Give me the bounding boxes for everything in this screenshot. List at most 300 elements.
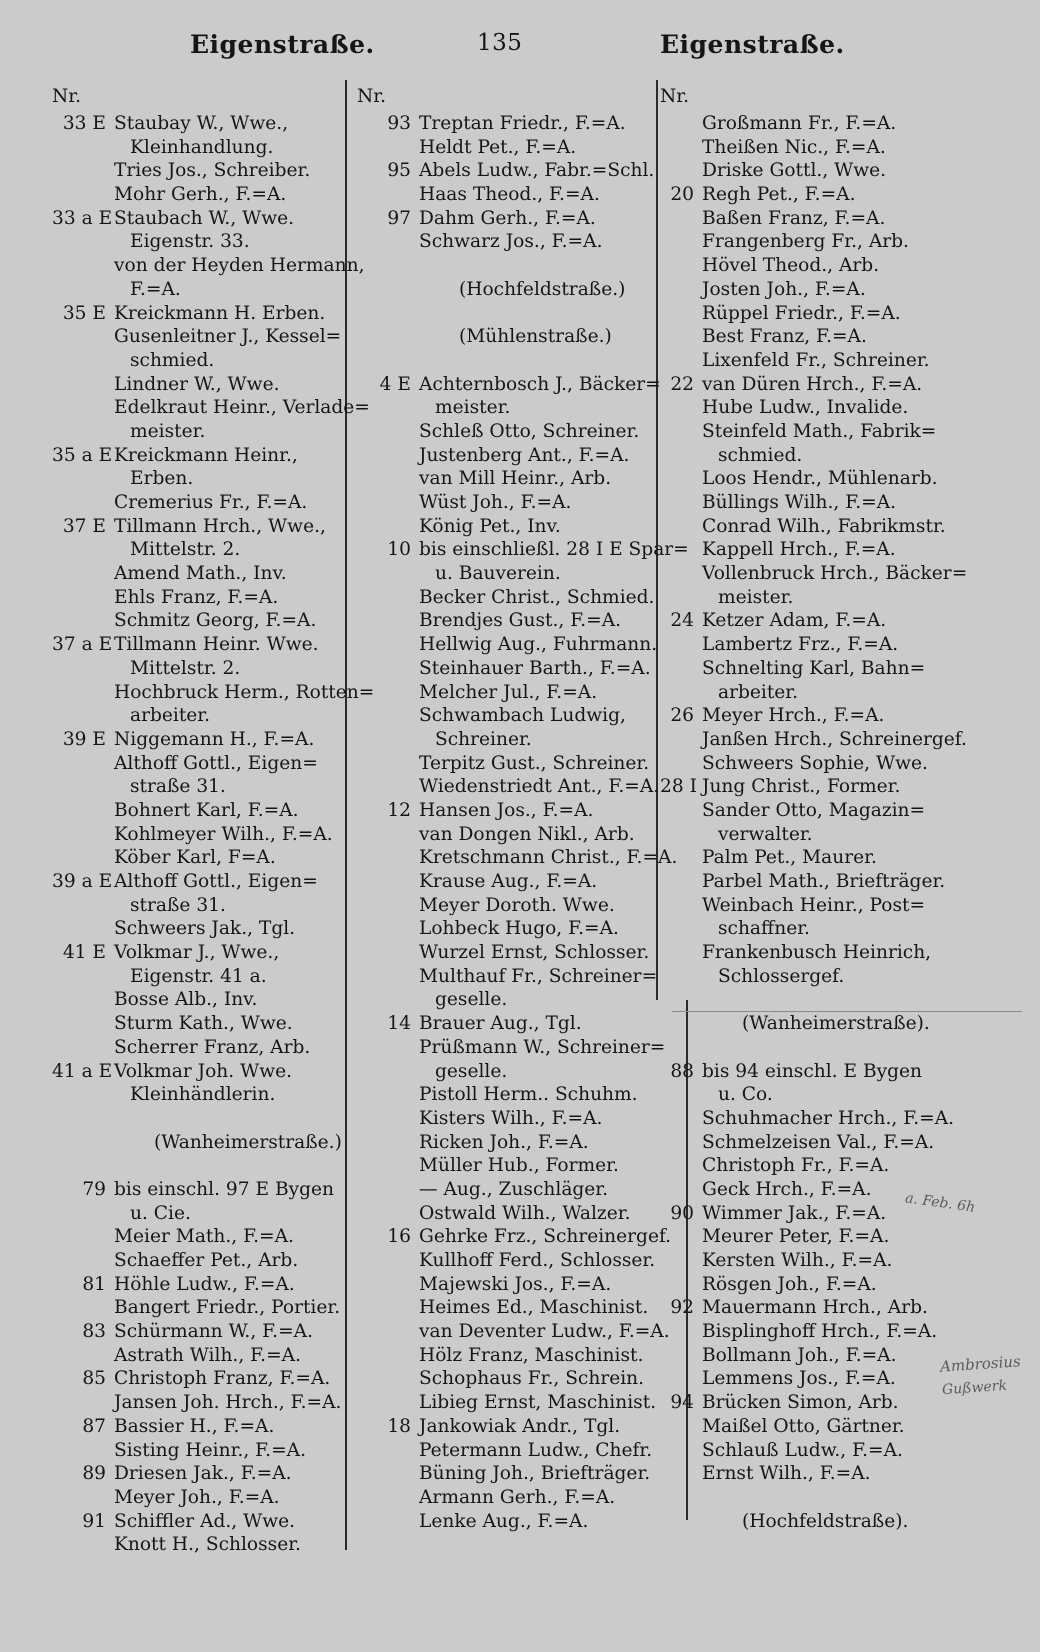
entry-text: Weinbach Heinr., Post= (702, 894, 926, 916)
list-item (52, 633, 352, 657)
entry-text: — Aug., Zuschläger. (419, 1178, 609, 1200)
entry-text: Meurer Peter, F.=A. (702, 1226, 890, 1248)
house-number: 94 (670, 1392, 694, 1414)
list-item (660, 278, 1000, 302)
list-item (52, 752, 352, 776)
house-number: 33 E (62, 113, 106, 134)
list-item (660, 752, 1000, 776)
list-item (52, 917, 352, 941)
entry-text: Kleinhändlerin. (130, 1084, 276, 1106)
list-item (52, 1320, 352, 1344)
entry-text: Lambertz Frz., F.=A. (702, 634, 899, 656)
entry-text: Lemmens Jos., F.=A. (702, 1368, 896, 1390)
house-number: 83 (82, 1321, 106, 1343)
entry-text: Baßen Franz, F.=A. (702, 207, 886, 229)
column-nr-label: Nr. (357, 86, 387, 107)
house-number: 41 a E (52, 1060, 113, 1082)
list-item (660, 1439, 1000, 1463)
entry-text: Schnelting Karl, Bahn= (702, 657, 926, 679)
house-number: 35 a E (52, 444, 113, 466)
entry-text: Ketzer Adam, F.=A. (702, 610, 887, 632)
list-item (52, 1202, 352, 1226)
entry-text: Rösgen Joh., F.=A. (702, 1273, 877, 1295)
entry-text: schmied. (718, 444, 803, 466)
list-item (52, 870, 352, 894)
entry-text: Maißel Otto, Gärtner. (702, 1415, 905, 1437)
house-number: 10 (387, 539, 411, 561)
entry-text: Schaeffer Pet., Arb. (114, 1250, 299, 1271)
entry-text: Bassier H., F.=A. (114, 1415, 275, 1437)
entry-text: Terpitz Gust., Schreiner. (419, 752, 650, 774)
house-number: 39 a E (52, 871, 113, 892)
house-number: 87 (82, 1415, 106, 1437)
list-item (52, 515, 352, 539)
list-item (357, 775, 660, 799)
entry-text: Josten Joh., F.=A. (702, 278, 866, 300)
entry-text: Geck Hrch., F.=A. (702, 1178, 872, 1200)
entry-text: arbeiter. (718, 681, 799, 703)
entry-text: Lindner W., Wwe. (114, 373, 280, 395)
house-number: 91 (82, 1510, 106, 1532)
entry-text: Astrath Wilh., F.=A. (114, 1344, 301, 1366)
list-item (357, 1249, 657, 1273)
spacer (52, 1154, 352, 1178)
entry-text: Janßen Hrch., Schreinergef. (702, 728, 967, 750)
list-item (660, 302, 1000, 326)
entry-text: Schweers Jak., Tgl. (114, 918, 296, 940)
entry-text: Großmann Fr., F.=A. (702, 113, 897, 134)
entry-text: Brücken Simon, Arb. (702, 1392, 899, 1414)
list-item (357, 1391, 657, 1415)
entry-text: Vollenbruck Hrch., Bäcker= (702, 563, 968, 585)
list-item (660, 230, 1000, 254)
list-item (660, 657, 1000, 681)
list-item (52, 681, 375, 705)
list-item (52, 325, 352, 349)
entry-text: Bosse Alb., Inv. (114, 989, 258, 1011)
list-item (52, 1367, 352, 1391)
house-number: 35 E (62, 302, 106, 324)
list-item (52, 1012, 352, 1036)
entry-text: Schlossergef. (718, 965, 845, 987)
entry-text: straße 31. (130, 776, 226, 798)
list-item (52, 1083, 352, 1107)
entry-text: Ricken Joh., F.=A. (419, 1131, 589, 1153)
list-item (52, 1391, 352, 1415)
running-head-right: Eigenstraße. (660, 30, 845, 59)
list-item (52, 254, 365, 278)
entry-text: bis einschl. 97 E Bygen (114, 1178, 335, 1200)
list-item (660, 870, 1000, 894)
list-item (52, 609, 352, 633)
list-item (660, 1131, 1000, 1155)
running-head-left: Eigenstraße. (190, 30, 375, 59)
entry-text: Melcher Jul., F.=A. (419, 681, 598, 703)
entry-text: Cremerius Fr., F.=A. (114, 492, 308, 513)
list-item (357, 633, 657, 657)
entry-text: Büllings Wilh., F.=A. (702, 492, 897, 513)
list-item (357, 278, 657, 302)
list-item (357, 1320, 670, 1344)
list-item (660, 1107, 1000, 1131)
entry-text: Brauer Aug., Tgl. (419, 1013, 582, 1035)
list-item (660, 562, 1000, 586)
entry-text: Schmitz Georg, F.=A. (114, 610, 317, 632)
house-number: 89 (82, 1463, 106, 1485)
entry-text: Sander Otto, Magazin= (702, 799, 926, 821)
entry-text: Kreickmann H. Erben. (114, 302, 326, 324)
list-item (357, 609, 657, 633)
entry-text: Ehls Franz, F.=A. (114, 586, 279, 608)
list-item (52, 112, 352, 136)
list-item (52, 1533, 352, 1557)
entry-text: u. Co. (718, 1084, 773, 1106)
entry-text: Palm Pet., Maurer. (702, 847, 877, 869)
entry-text: Libieg Ernst, Maschinist. (419, 1392, 657, 1414)
entry-text: geselle. (435, 1060, 508, 1082)
entry-text: straße 31. (130, 894, 226, 916)
list-item (660, 1273, 1000, 1297)
list-item (357, 1178, 657, 1202)
list-item (52, 349, 352, 373)
list-item (52, 136, 352, 160)
entry-text: Althoff Gottl., Eigen= (114, 871, 318, 892)
entry-text: van Düren Hrch., F.=A. (702, 373, 923, 395)
entry-text: Mohr Gerh., F.=A. (114, 184, 287, 206)
entry-text: Abels Ludw., Fabr.=Schl. (419, 160, 655, 182)
entry-text: König Pet., Inv. (419, 515, 561, 537)
list-item (52, 965, 352, 989)
entry-text: Petermann Ludw., Chefr. (419, 1439, 653, 1461)
entry-text: Kullhoff Ferd., Schlosser. (419, 1250, 656, 1271)
entry-text: Wurzel Ernst, Schlosser. (419, 942, 650, 964)
list-item (52, 278, 352, 302)
street-heading: (Mühlenstraße.) (459, 326, 612, 348)
list-item (357, 230, 657, 254)
list-item (52, 1486, 352, 1510)
spacer (357, 349, 657, 373)
list-item (52, 586, 352, 610)
entry-text: Scherrer Franz, Arb. (114, 1036, 311, 1058)
entry-text: Amend Math., Inv. (114, 563, 287, 585)
list-item (357, 1036, 666, 1060)
street-heading: (Hochfeldstraße.) (459, 278, 626, 300)
list-item (52, 799, 352, 823)
list-item (357, 1012, 657, 1036)
list-item (357, 538, 689, 562)
list-item (357, 870, 657, 894)
entry-text: bis einschließl. 28 I E Spar= (419, 539, 689, 561)
entry-text: Bollmann Joh., F.=A. (702, 1344, 897, 1366)
list-item (660, 159, 1000, 183)
entry-text: Schweers Sophie, Wwe. (702, 752, 928, 774)
entry-text: Gusenleitner J., Kessel= (114, 326, 342, 348)
list-item (357, 420, 657, 444)
entry-text: Lohbeck Hugo, F.=A. (419, 918, 619, 940)
list-item (357, 846, 678, 870)
entry-text: Schürmann W., F.=A. (114, 1321, 313, 1343)
list-item (660, 207, 1000, 231)
list-item (52, 1036, 352, 1060)
list-item (52, 1415, 352, 1439)
entry-text: Meyer Joh., F.=A. (114, 1486, 280, 1508)
entry-text: Frankenbusch Heinrich, (702, 942, 932, 964)
list-item (52, 1344, 352, 1368)
list-item (660, 254, 1000, 278)
entry-text: Heimes Ed., Maschinist. (419, 1297, 649, 1319)
list-item (660, 846, 1000, 870)
entry-text: Brendjes Gust., F.=A. (419, 610, 622, 632)
entry-text: Tries Jos., Schreiber. (114, 160, 311, 182)
list-item (660, 1154, 1000, 1178)
entry-text: Gehrke Frz., Schreinergef. (419, 1226, 672, 1248)
entry-text: Jankowiak Andr., Tgl. (419, 1415, 621, 1437)
entry-text: Justenberg Ant., F.=A. (419, 444, 630, 466)
entry-text: verwalter. (718, 823, 813, 845)
entry-text: Volkmar J., Wwe., (114, 942, 280, 964)
entry-text: Köber Karl, F=A. (114, 847, 276, 869)
entry-text: Schreiner. (435, 728, 532, 750)
entry-text: Wiedenstriedt Ant., F.=A. (419, 776, 660, 798)
list-item (52, 230, 352, 254)
list-item (357, 562, 657, 586)
list-item (357, 1462, 657, 1486)
list-item (52, 657, 352, 681)
list-item (357, 704, 657, 728)
entry-text: Erben. (130, 468, 194, 490)
list-item (357, 681, 657, 705)
list-item (52, 775, 352, 799)
entry-text: Schleß Otto, Schreiner. (419, 420, 640, 442)
spacer (357, 254, 657, 278)
list-item (660, 1012, 1000, 1036)
entry-text: Tillmann Hrch., Wwe., (114, 515, 326, 537)
entry-text: arbeiter. (130, 705, 211, 727)
list-item (357, 586, 657, 610)
entry-text: Meyer Hrch., F.=A. (702, 705, 885, 727)
house-number: 12 (387, 799, 411, 821)
list-item (357, 1202, 657, 1226)
entry-text: Jansen Joh. Hrch., F.=A. (114, 1392, 342, 1414)
entry-text: Bohnert Karl, F.=A. (114, 799, 299, 821)
entry-text: Driske Gottl., Wwe. (702, 160, 887, 182)
list-item (52, 444, 352, 468)
list-item (357, 799, 657, 823)
entry-text: Parbel Math., Briefträger. (702, 871, 946, 892)
list-item (660, 586, 1000, 610)
list-item (660, 444, 1000, 468)
list-item (52, 1178, 352, 1202)
list-item (52, 491, 352, 515)
list-item (357, 373, 661, 397)
entry-text: Edelkraut Heinr., Verlade= (114, 397, 370, 419)
list-item (52, 1462, 352, 1486)
list-item (660, 1510, 1000, 1534)
entry-text: Mittelstr. 2. (130, 657, 241, 679)
entry-text: Sisting Heinr., F.=A. (114, 1439, 306, 1461)
entry-text: Staubach W., Wwe. (114, 207, 295, 229)
list-item (52, 894, 352, 918)
entry-text: von der Heyden Hermann, (114, 255, 365, 277)
entry-text: Schlauß Ludw., F.=A. (702, 1439, 903, 1461)
list-item (660, 136, 1000, 160)
list-item (52, 562, 352, 586)
list-item (660, 396, 1000, 420)
column-entries (660, 112, 1000, 1533)
list-item (52, 941, 352, 965)
street-heading: (Hochfeldstraße). (742, 1510, 909, 1532)
entry-text: Eigenstr. 41 a. (130, 965, 267, 987)
handwritten-note: Gußwerk (941, 1377, 1008, 1399)
entry-text: Rüppel Friedr., F.=A. (702, 302, 901, 324)
entry-text: Höhle Ludw., F.=A. (114, 1273, 295, 1295)
list-item (660, 681, 1000, 705)
list-item (52, 823, 352, 847)
entry-text: Bangert Friedr., Portier. (114, 1297, 341, 1319)
entry-text: Kappell Hrch., F.=A. (702, 539, 896, 561)
list-item (52, 183, 352, 207)
house-number: 22 (670, 373, 694, 395)
list-item (660, 965, 1000, 989)
list-item (52, 159, 352, 183)
list-item (357, 1225, 672, 1249)
entry-text: Frangenberg Fr., Arb. (702, 231, 909, 253)
handwritten-note: a. Feb. 6h (904, 1190, 977, 1216)
entry-text: meister. (130, 420, 206, 442)
house-number: 18 (387, 1415, 411, 1437)
list-item (357, 1107, 657, 1131)
entry-text: schmied. (130, 349, 215, 371)
entry-text: Wüst Joh., F.=A. (419, 492, 572, 513)
list-item (660, 467, 1000, 491)
handwritten-note: Ambrosius (939, 1352, 1022, 1376)
house-number: 16 (387, 1226, 411, 1248)
street-heading: (Wanheimerstraße.) (154, 1131, 342, 1153)
list-item (52, 728, 352, 752)
entry-text: Schwarz Jos., F.=A. (419, 231, 603, 253)
list-item (52, 373, 352, 397)
list-item (357, 1344, 657, 1368)
house-number: 37 E (62, 515, 106, 537)
entry-text: Armann Gerh., F.=A. (419, 1486, 616, 1508)
entry-text: Ostwald Wilh., Walzer. (419, 1202, 631, 1224)
list-item (52, 420, 352, 444)
list-item (357, 1131, 657, 1155)
spacer (660, 1486, 1000, 1510)
entry-text: meister. (435, 397, 511, 419)
house-number: 81 (82, 1273, 106, 1295)
list-item (357, 1273, 657, 1297)
list-item (660, 1320, 1000, 1344)
entry-text: Schophaus Fr., Schrein. (419, 1368, 645, 1390)
list-item (660, 538, 1000, 562)
list-item (660, 325, 1000, 349)
entry-text: Steinfeld Math., Fabrik= (702, 420, 937, 442)
list-item (660, 349, 1000, 373)
street-heading: (Wanheimerstraße). (742, 1013, 930, 1035)
list-item (52, 538, 352, 562)
entry-text: Becker Christ., Schmied. (419, 586, 655, 608)
list-item (357, 112, 657, 136)
list-item (52, 302, 352, 326)
list-item (357, 988, 657, 1012)
entry-text: Hellwig Aug., Fuhrmann. (419, 634, 658, 656)
entry-text: Kisters Wilh., F.=A. (419, 1107, 603, 1129)
list-item (660, 633, 1000, 657)
list-item (357, 1154, 657, 1178)
list-item (660, 112, 1000, 136)
entry-text: Kleinhandlung. (130, 136, 274, 158)
list-item (660, 609, 1000, 633)
entry-text: Christoph Fr., F.=A. (702, 1155, 890, 1177)
entry-text: Kretschmann Christ., F.=A. (419, 847, 678, 869)
list-item (660, 823, 1000, 847)
entry-text: schaffner. (718, 918, 810, 940)
entry-text: u. Cie. (130, 1202, 191, 1224)
list-item (660, 894, 1000, 918)
entry-text: F.=A. (130, 278, 181, 300)
list-item (660, 373, 1000, 397)
entry-text: Sturm Kath., Wwe. (114, 1013, 293, 1035)
column-entries (52, 112, 375, 1557)
list-item (357, 894, 657, 918)
list-item (52, 396, 370, 420)
entry-text: Prüßmann W., Schreiner= (419, 1036, 666, 1058)
entry-text: Regh Pet., F.=A. (702, 184, 856, 206)
spacer (660, 1036, 1000, 1060)
house-number: 93 (387, 113, 411, 134)
entry-text: van Mill Heinr., Arb. (419, 468, 612, 490)
spacer (660, 988, 1000, 1012)
column-nr-label: Nr. (52, 86, 82, 107)
entry-text: Multhauf Fr., Schreiner= (419, 965, 658, 987)
entry-text: Müller Hub., Former. (419, 1155, 619, 1177)
entry-text: Driesen Jak., F.=A. (114, 1463, 292, 1485)
entry-text: Eigenstr. 33. (130, 231, 250, 253)
entry-text: Meyer Doroth. Wwe. (419, 894, 615, 916)
list-item (52, 1296, 352, 1320)
list-item (357, 325, 657, 349)
entry-text: Conrad Wilh., Fabrikmstr. (702, 515, 946, 537)
entry-text: Schiffler Ad., Wwe. (114, 1510, 296, 1532)
entry-text: Volkmar Joh. Wwe. (114, 1060, 293, 1082)
entry-text: Best Franz, F.=A. (702, 326, 867, 348)
house-number: 39 E (62, 728, 106, 750)
list-item (660, 941, 1000, 965)
entry-text: Heldt Pet., F.=A. (419, 136, 577, 158)
list-item (357, 1486, 657, 1510)
list-item (357, 491, 657, 515)
list-item (357, 1415, 657, 1439)
list-item (660, 183, 1000, 207)
entry-text: Bisplinghoff Hrch., F.=A. (702, 1321, 938, 1343)
list-item (660, 1249, 1000, 1273)
page-number: 135 (477, 30, 523, 56)
entry-text: Loos Hendr., Mühlenarb. (702, 468, 938, 490)
list-item (357, 941, 657, 965)
entry-text: Steinhauer Barth., F.=A. (419, 657, 651, 679)
house-number: 24 (670, 610, 694, 632)
entry-text: Lenke Aug., F.=A. (419, 1510, 589, 1532)
list-item (357, 1439, 657, 1463)
list-item (357, 444, 657, 468)
entry-text: Treptan Friedr., F.=A. (419, 113, 626, 134)
spacer (357, 302, 657, 326)
house-number: 20 (670, 184, 694, 206)
entry-text: Kersten Wilh., F.=A. (702, 1250, 893, 1271)
house-number: 90 (670, 1202, 694, 1224)
house-number: 95 (387, 160, 411, 182)
